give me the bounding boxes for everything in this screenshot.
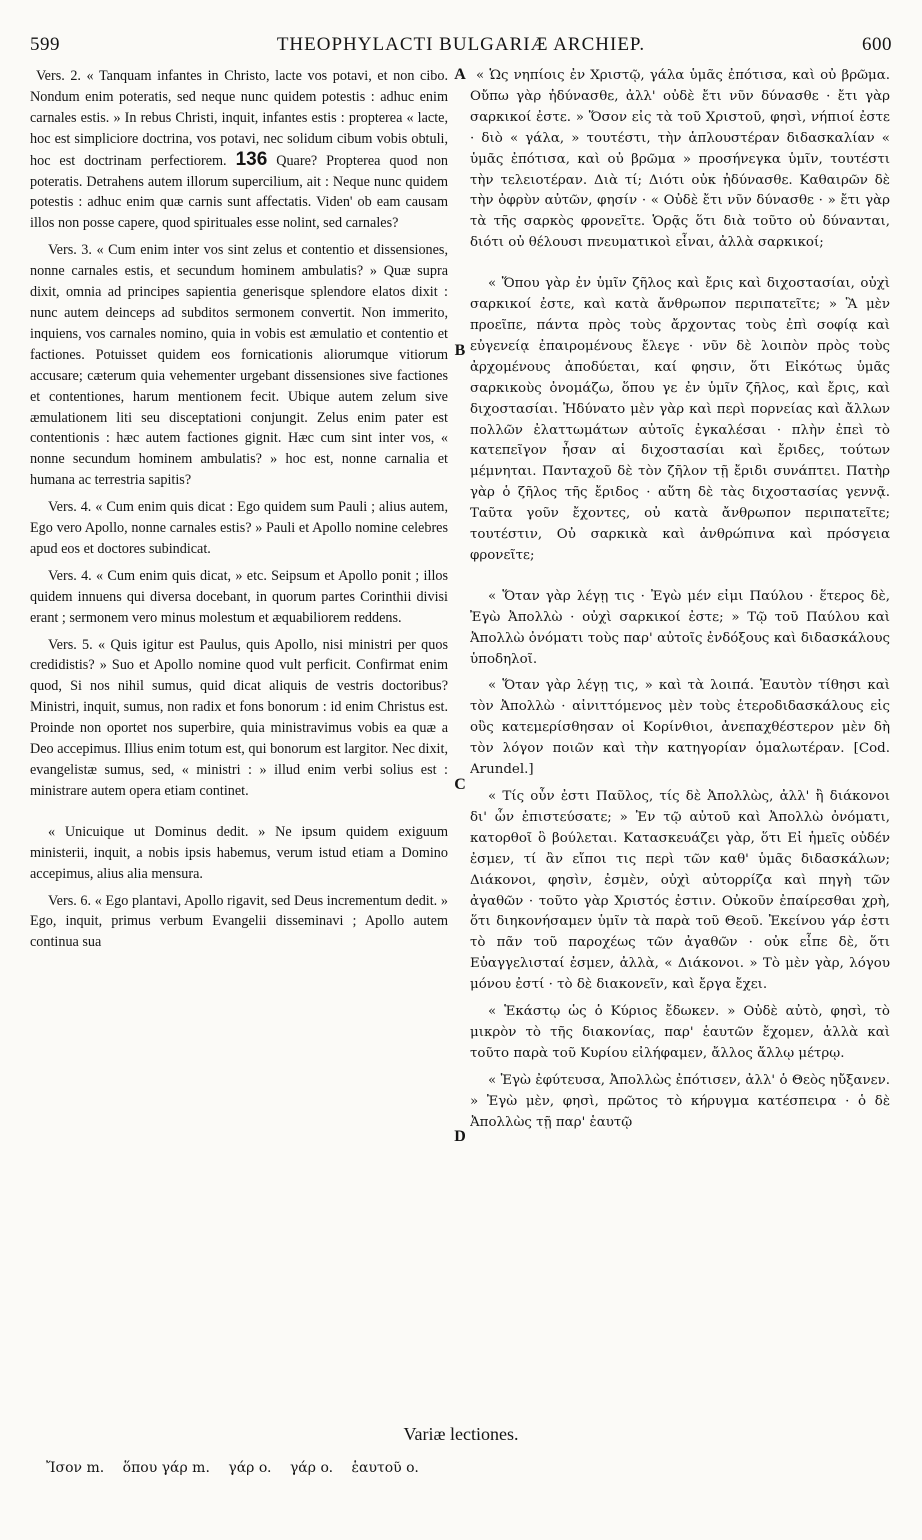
greek-paragraph: « Ἑκάστῳ ὡς ὁ Κύριος ἔδωκεν. » Οὐδὲ αὐτὸ, φησὶ, τὸ μικρὸν τὸ τῆς διακονίας, παρ' ἑαυτῶν ἔχομεν, ἀλλὰ καὶ τοῦτο παρὰ τοῦ Κυρίου εἰλήφαμεν, ἄλλος ἄλλῳ μέτρῳ. xyxy=(470,1004,890,1061)
margin-marker-b: B xyxy=(454,342,466,359)
page-header xyxy=(30,34,892,58)
latin-paragraph: Vers. 5. « Quis igitur est Paulus, quis Apollo, nisi ministri per quos credidistis? » Suo et Apollo nomine quod vult perficit. Confirmat enim quod, Si nos nihil sumus, quid dicat aliquis de vestris doctoribus? Ministri, inquit, sumus, non radix et fons bonorum : id enim Christus est. Proinde non oportet nos superbire, quia ministravimus vobis ea quæ a Deo accepimus. Illius enim totum est, qui bonorum est largitor. Nec dixit, evangelistæ sumus, sed, « ministri : » illud enim verbi solius est : ministrare autem opera etiam continet. xyxy=(30,636,448,799)
greek-paragraph: « Ἐγὼ ἐφύτευσα, Ἀπολλὼς ἐπότισεν, ἀλλ' ὁ Θεὸς ηὔξανεν. » Ἐγὼ μὲν, φησὶ, πρῶτος τὸ κήρυγμα κατέσπειρα · ὁ δὲ Ἀπολλὼς τῇ παρ' ἑαυτῷ xyxy=(470,1072,890,1130)
greek-paragraph: « Ὅταν γὰρ λέγῃ τις · Ἐγὼ μέν εἰμι Παύλου · ἕτερος δὲ, Ἐγὼ Ἀπολλὼ · οὐχὶ σαρκικοί ἐστε; » Τῷ τοῦ Παύλου καὶ Ἀπολλὼ ὀνόματι τοὺς παρ' αὐτοῖς ἐνδόξους καὶ διδασκάλους ὑποδηλοῖ. xyxy=(470,588,890,667)
greek-paragraph: « Τίς οὖν ἐστι Παῦλος, τίς δὲ Ἀπολλὼς, ἀλλ' ἢ διάκονοι δι' ὧν ἐπιστεύσατε; » Ἐν τῷ αὐτοῦ καὶ Ἀπολλὼ ὀνόματι, κατορθοῖ ὃ βούλεται. Κατασκευάζει γὰρ, ὅτι Εἰ ἡμεῖς οὐδέν ἐσμεν, τί ἂν εἴποι τις περὶ τῶν καθ' ὑμᾶς διδασκάλων; Διάκονοι, φησὶν, ἐσμὲν, οὐχὶ αὐτορρίζα καὶ πηγὴ τῶν ἀγαθῶν · τοῦτο γὰρ Χριστός ἐστιν. Οὐκοῦν ἐπαίρεσθαι χρὴ, ὅτι διηκονήσαμεν ὑμῖν τὰ παρὰ τοῦ Θεοῦ. Ἐκείνου γάρ ἐστι τὸ πᾶν τοῦ παροχέως τῶν ἀγαθῶν · οὐκ εἶπε δὲ, ὅτι Εὐαγγελισταί ἐσμεν, ἀλλὰ, « Διάκονοι. » Τὸ μὲν γὰρ, λόγου μόνου ἐστί · τὸ δὲ διακονεῖν, καὶ ἔργα ἔχει. xyxy=(470,789,890,993)
latin-paragraph: « Unicuique ut Dominus dedit. » Ne ipsum quidem exiguum ministerii, inquit, a nobis ipsis habemus, verum istud etiam a Domino accepimus, alius alia mensura. xyxy=(30,823,448,882)
footnote: ὅπου γάρ m. xyxy=(122,1460,210,1476)
margin-marker-c: C xyxy=(454,776,466,793)
latin-column xyxy=(30,66,448,1406)
latin-paragraph: Vers. 4. « Cum enim quis dicat, » etc. Seipsum et Apollo ponit ; illos quidem innuens qui diversa docebant, in quorum partes Corinthii divisi erant ; sermonem vero minus molestum et æquabiliorem reddens. xyxy=(30,567,448,626)
footnote: Ἴσον m. xyxy=(46,1460,105,1476)
variae-lectiones-heading: Variæ lectiones. xyxy=(403,1424,519,1444)
page-number-right: 600 xyxy=(862,34,892,55)
greek-paragraph: « Ὅπου γὰρ ἐν ὑμῖν ζῆλος καὶ ἔρις καὶ διχοστασίαι, οὐχὶ σαρκικοί ἐστε, καὶ κατὰ ἄνθρωπον περιπατεῖτε; » Ἃ μὲν προεῖπε, πάντα πρὸς τοὺς ἄρχοντας τοὺς ἐπὶ σοφίᾳ καὶ εὐγενείᾳ ἐπαιρομένους ἔλεγε · νῦν δὲ λοιπὸν πρὸς τοὺς ἀρχομένους ἀποδύεται, καί φησιν, ὅτι Εἰκότως ὑμᾶς σαρκικοὺς ὀνομάζω, ὅπου γε ἐν ὑμῖν ζῆλος, καὶ ἔρις, καὶ διχοστασίαι. Ἠδύνατο μὲν γὰρ καὶ περὶ πορνείας καὶ ἄλλων πολλῶν ἐλαττωμάτων αὐτοῖς ἐγκαλέσαι · πλὴν ἐπεὶ τὸ κατεπεῖγον ἦσαν αἱ διχοστασίαι καὶ ἔριδες, τούτων μέμνηται. Πανταχοῦ δὲ τὸν ζῆλον τῇ ἔριδι συνάπτει. Πατὴρ γὰρ ὁ ζῆλος τῆς ἔριδος · αὕτη δὲ τὰς διχοστασίας γεννᾷ. Ταῦτα γοῦν ἔχοντες, οὐ κατὰ ἄνθρωπον περιπατεῖτε; τουτέστιν, Οὐ σαρκικὰ καὶ ἀνθρώπινα καὶ πρόσγεια φρονεῖτε; xyxy=(470,276,890,563)
latin-paragraph: Vers. 2. « Tanquam infantes in Christo, lacte vos potavi, et non cibo. Nondum enim poteratis, sed neque nunc quidem potestis : adhuc enim carnales estis. » In rebus Christi, inquit, infantes estis : propterea « lacte, hoc est simpliciore doctrina, vos potavi, nec solidum cibum vobis obtuli, hoc est doctrinam perfectiorem. 136 Quare? Propterea quod non poteratis. Detrahens autem illorum supercilium, ait : Neque nunc quidem potestis : adhuc enim quæ carnis sunt affectatis. Viden' ob eam causam illos non posse capere, quod spirituales esse nolint, sed carnales? xyxy=(30,68,448,232)
footnotes xyxy=(46,1460,886,1476)
footnote: ἑαυτοῦ o. xyxy=(351,1460,419,1476)
footnote: γάρ o. xyxy=(289,1460,334,1476)
margin-marker-a: A xyxy=(454,66,466,83)
greek-column xyxy=(470,66,890,1406)
footnote: γάρ o. xyxy=(228,1460,272,1476)
margin-marker-d: D xyxy=(454,1128,466,1145)
column-number: 136 xyxy=(235,148,268,170)
latin-paragraph: Vers. 4. « Cum enim quis dicat : Ego quidem sum Pauli ; alius autem, Ego vero Apollo, nonne carnales estis? » Pauli et Apollo nomine celebres apud eos et doctores subindicat. xyxy=(30,499,448,557)
page-number-left: 599 xyxy=(30,34,60,55)
running-title: THEOPHYLACTI BULGARIÆ ARCHIEP. xyxy=(276,34,646,55)
latin-paragraph: Vers. 6. « Ego plantavi, Apollo rigavit, sed Deus incrementum dedit. » Ego, inquit, primus verbum Evangelii disseminavi ; Apollo autem continua sua xyxy=(30,892,448,951)
greek-paragraph: « Ὡς νηπίοις ἐν Χριστῷ, γάλα ὑμᾶς ἐπότισα, καὶ οὐ βρῶμα. Οὔπω γὰρ ἠδύνασθε, ἀλλ' οὐδὲ ἔτι νῦν δύνασθε · ἔτι γὰρ σαρκικοί ἐστε. » Ὅσον εἰς τὰ τοῦ Χριστοῦ, φησὶ, νήπιοί ἐστε · διὸ « γάλα, » τουτέστι, τὴν ἁπλουστέραν διδασκαλίαν « ὑμᾶς ἐπότισα, καὶ οὐ βρῶμα » προσήνεγκα ὑμῖν, τουτέστι τὴν τελειοτέραν. Διὰ τί; Διότι οὐκ ἠδύνασθε. Καθαιρῶν δὲ τὴν ὀφρὺν αὐτῶν, φησίν · « Οὐδὲ ἔτι νῦν δύνασθε · » ἔτι γὰρ τὰ τῆς σαρκὸς φρονεῖτε. Ὁρᾷς ὅτι διὰ τοῦτο οὐ δύνανται, διότι οὐ θέλουσι πνευματικοὶ εἶναι, ἀλλὰ σαρκικοί; xyxy=(470,68,890,251)
latin-paragraph: Vers. 3. « Cum enim inter vos sint zelus et contentio et dissensiones, nonne carnales estis, et secundum hominem ambulatis? » Quæ supra dixit, omnia ad principes sapientia generisque splendore elatos dixit : nunc autem deinceps ad subditos sermonem convertit. Non immerito, inquiens, vos carnales nomino, quia in vobis est æmulatio et contentio et factiones. Potuisset quidem eos fornicationis aliorumque vitiorum accusare; cæterum quia vehementer urgebant dissensiones sive factiones et contentiones, harum mentionem fecit. Ubique autem zelum sive æmulationem liti seu disceptationi conjungit. Zelus enim pater est contentionis : hæc autem factiones gignit. Hæc cum sint inter vos, « nonne secundum hominem ambulatis? » hoc est, nonne carnalia et humana ac terrestria sapitis? xyxy=(30,242,448,489)
greek-paragraph: « Ὅταν γὰρ λέγῃ τις, » καὶ τὰ λοιπά. Ἑαυτὸν τίθησι καὶ τὸν Ἀπολλὼ · αἰνιττόμενος μὲν τοὺς ἑτεροδιδασκάλους εἰς οὓς κατεμερίσθησαν οἱ Κορίνθιοι, ἀνεπαχθέστερον μὲν δὴ τὸν λόγον ποιῶν καὶ τὴν κατηγορίαν ὁμαλωτέραν. [Cod. Arundel.] xyxy=(470,678,890,778)
